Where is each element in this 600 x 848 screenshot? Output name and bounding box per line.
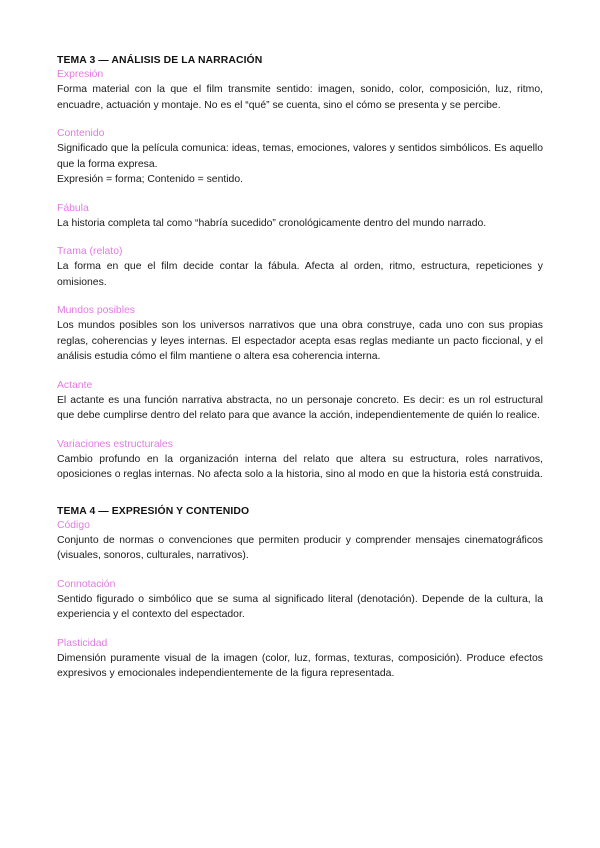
term-definition — [57, 82, 543, 113]
document-page — [57, 53, 543, 682]
entry-connotacion — [57, 578, 543, 623]
term-definition — [57, 141, 543, 188]
term-label: Fábula — [57, 202, 89, 214]
definition-line: Cambio profundo en la organización interna del relato que altera su estructura, roles narrativos, oposiciones o reglas internas. No afecta solo a la historia, sino al modo en que la historia está construida. — [57, 453, 543, 480]
term-label: Trama (relato) — [57, 246, 123, 257]
term-label: Variaciones estructurales — [57, 438, 173, 450]
definition-line: La historia completa tal como “habría sucedido” cronológicamente dentro del mundo narrado. — [57, 217, 487, 229]
section-title: TEMA 4 — EXPRESIÓN Y CONTENIDO — [57, 505, 250, 517]
entry-contenido — [57, 127, 543, 188]
term-label: Mundos posibles — [57, 305, 135, 316]
section-tema-4 — [57, 504, 543, 682]
definition-line: Significado que la película comunica: ideas, temas, emociones, valores y sentidos simbólicos. Es aquello que la forma expresa. — [57, 143, 543, 170]
term-label: Contenido — [57, 128, 105, 139]
section-tema-3 — [57, 53, 543, 483]
definition-line: El actante es una función narrativa abstracta, no un personaje concreto. Es decir: es un rol estructural que debe cumplirse dentro del relato para que avance la acción, independientemente de quién lo realice. — [57, 394, 543, 421]
definition-line: La forma en que el film decide contar la fábula. Afecta al orden, ritmo, estructura, repeticiones y omisiones. — [57, 261, 543, 288]
entry-actante — [57, 379, 543, 424]
entry-variaciones-estructurales — [57, 438, 543, 483]
section-title: TEMA 3 — ANÁLISIS DE LA NARRACIÓN — [57, 55, 263, 66]
term-definition — [57, 452, 543, 483]
definition-line: Conjunto de normas o convenciones que permiten producir y comprender mensajes cinematográficos (visuales, sonoros, culturales, narrativos). — [57, 534, 543, 561]
term-label: Código — [57, 519, 90, 531]
entry-trama — [57, 245, 543, 290]
entry-mundos-posibles — [57, 304, 543, 365]
term-label: Connotación — [57, 578, 116, 590]
definition-line: Forma material con la que el film transmite sentido: imagen, sonido, color, composición, luz, ritmo, encuadre, actuación y montaje. No es el “qué” se cuenta, sino el cómo se presenta y se percibe. — [57, 84, 543, 111]
entry-codigo — [57, 519, 543, 564]
term-definition — [57, 318, 543, 365]
definition-line: Dimensión puramente visual de la imagen (color, luz, formas, texturas, composición). Produce efectos expresivos y emocionales independientemente de la figura representada. — [57, 652, 543, 679]
term-definition — [57, 216, 543, 232]
entry-plasticidad — [57, 637, 543, 682]
term-definition — [57, 592, 543, 623]
term-label: Plasticidad — [57, 637, 108, 649]
term-definition — [57, 393, 543, 424]
definition-line: Los mundos posibles son los universos narrativos que una obra construye, cada uno con sus propias reglas, coherencias y leyes internas. El espectador acepta esas reglas mediante un pacto ficcional, y el análisis estudia cómo el film mantiene o altera esa coherencia interna. — [57, 320, 543, 362]
definition-line: Sentido figurado o simbólico que se suma al significado literal (denotación). Depende de la cultura, la experiencia y el contexto del espectador. — [57, 593, 543, 620]
term-definition — [57, 533, 543, 564]
definition-line: Expresión = forma; Contenido = sentido. — [57, 174, 243, 185]
term-label: Actante — [57, 379, 93, 391]
entry-expresion — [57, 68, 543, 113]
term-definition — [57, 259, 543, 290]
term-definition — [57, 651, 543, 682]
term-label: Expresión — [57, 69, 104, 80]
entry-fabula — [57, 202, 543, 232]
